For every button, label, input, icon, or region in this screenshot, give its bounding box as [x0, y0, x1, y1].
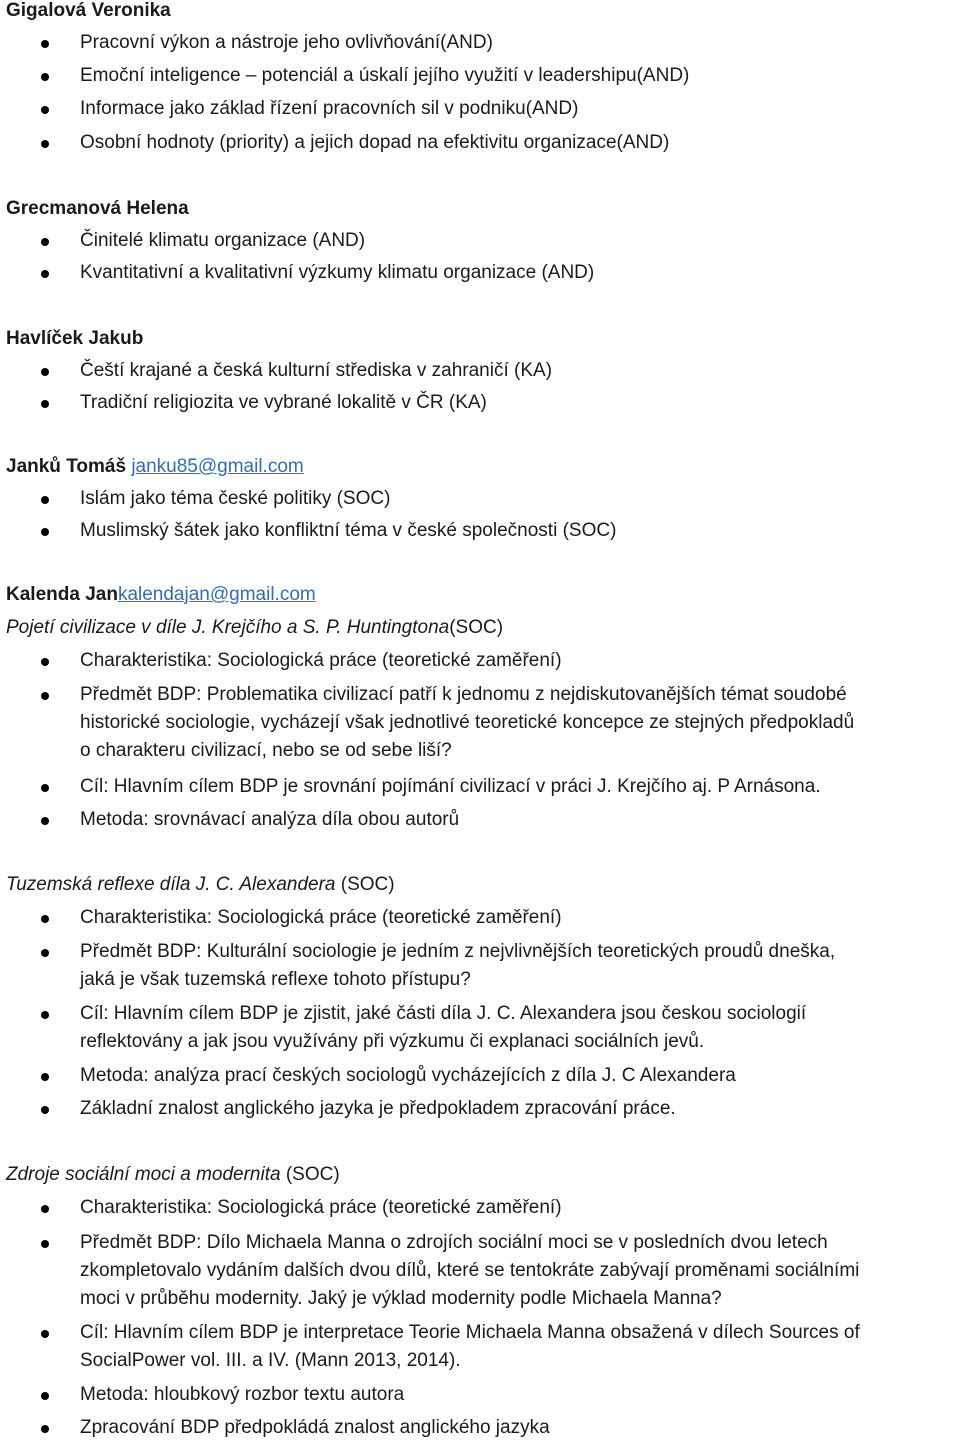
topic-item: Kvantitativní a kvalitativní výzkumy klimatu organizace (AND): [80, 262, 595, 283]
bullet-icon: [41, 73, 49, 81]
thesis-item: [80, 1194, 960, 1222]
bullet-icon: [41, 238, 49, 246]
topic-item: Pracovní výkon a nástroje jeho ovlivňování(AND): [80, 32, 493, 53]
thesis-item: [80, 1095, 960, 1123]
bullet-icon: [41, 658, 49, 666]
bullet-icon: [41, 1330, 49, 1338]
thesis-item: [80, 1062, 960, 1090]
bullet-icon: [41, 40, 49, 48]
person-name: Janků Tomáš: [6, 456, 132, 477]
thesis-item-line: Předmět BDP: Problematika civilizací patří k jednomu z nejdiskutovanějších témat soudobé: [80, 684, 847, 705]
thesis-item-line: Charakteristika: Sociologická práce (teoretické zaměření): [80, 650, 562, 671]
thesis-item-line: Metoda: hloubkový rozbor textu autora: [80, 1384, 405, 1405]
thesis-title-suffix: (SOC): [280, 1164, 340, 1185]
topic-item: Muslimský šátek jako konfliktní téma v české společnosti (SOC): [80, 520, 617, 541]
thesis-title-italic: Tuzemská reflexe díla J. C. Alexandera: [6, 874, 336, 895]
thesis-item-line: Předmět BDP: Kulturální sociologie je jedním z nejvlivnějších teoretických proudů dneška,: [80, 941, 836, 962]
bullet-icon: [41, 692, 49, 700]
bullet-icon: [41, 140, 49, 148]
bullet-icon: [41, 1011, 49, 1019]
bullet-icon: [41, 400, 49, 408]
thesis-item-line: Cíl: Hlavním cílem BDP je interpretace Teorie Michaela Manna obsažená v dílech Sources of: [80, 1322, 860, 1343]
person-name: Grecmanová Helena: [6, 198, 189, 219]
thesis-item: [80, 904, 960, 932]
email-link[interactable]: janku85@gmail.com: [131, 456, 304, 477]
thesis-item-line: Zpracování BDP předpokládá znalost anglického jazyka: [80, 1417, 550, 1438]
topic-item: Tradiční religiozita ve vybrané lokalitě v ČR (KA): [80, 392, 487, 413]
thesis-item-line: Charakteristika: Sociologická práce (teoretické zaměření): [80, 1197, 562, 1218]
bullet-icon: [41, 915, 49, 923]
bullet-icon: [41, 1073, 49, 1081]
thesis-title-suffix: (SOC): [335, 874, 395, 895]
bullet-icon: [41, 496, 49, 504]
thesis-item: [80, 1000, 960, 1056]
thesis-item-line: SocialPower vol. III. a IV. (Mann 2013, 2014).: [80, 1350, 461, 1371]
thesis-title: [6, 614, 503, 642]
thesis-item: [80, 1381, 960, 1409]
email-link[interactable]: kalendajan@gmail.com: [117, 584, 316, 605]
thesis-item: [80, 647, 960, 675]
topic-item: Informace jako základ řízení pracovních sil v podniku(AND): [80, 98, 579, 119]
thesis-item-line: Metoda: analýza prací českých sociologů vycházejících z díla J. C Alexandera: [80, 1065, 736, 1086]
topic-item: Osobní hodnoty (priority) a jejich dopad na efektivitu organizace(AND): [80, 132, 670, 153]
topic-item: Islám jako téma české politiky (SOC): [80, 488, 391, 509]
bullet-icon: [41, 817, 49, 825]
bullet-icon: [41, 1205, 49, 1213]
person-name: Gigalová Veronika: [6, 0, 171, 21]
thesis-item-line: Metoda: srovnávací analýza díla obou autorů: [80, 809, 460, 830]
thesis-title: [6, 1161, 340, 1189]
bullet-icon: [41, 368, 49, 376]
topic-item: Emoční inteligence – potenciál a úskalí jejího využití v leadershipu(AND): [80, 65, 690, 86]
thesis-item: [80, 773, 960, 801]
bullet-icon: [41, 106, 49, 114]
thesis-item-line: Charakteristika: Sociologická práce (teoretické zaměření): [80, 907, 562, 928]
bullet-icon: [41, 1240, 49, 1248]
person-name: Kalenda Jan: [6, 584, 118, 605]
thesis-item: [80, 681, 960, 765]
thesis-item-line: Cíl: Hlavním cílem BDP je srovnání pojímání civilizací v práci J. Krejčího aj. P Arnásona.: [80, 776, 821, 797]
bullet-icon: [41, 270, 49, 278]
thesis-item: [80, 1229, 960, 1313]
person-heading: [6, 581, 316, 609]
thesis-item-line: Základní znalost anglického jazyka je předpokladem zpracování práce.: [80, 1098, 676, 1119]
thesis-item-line: o charakteru civilizací, nebo se od sebe liší?: [80, 740, 452, 761]
thesis-title-italic: Pojetí civilizace v díle J. Krejčího a S. P. Huntingtona: [6, 617, 450, 638]
thesis-title: [6, 871, 395, 899]
thesis-title-italic: Zdroje sociální moci a modernita: [6, 1164, 281, 1185]
bullet-icon: [41, 1425, 49, 1433]
thesis-title-suffix: (SOC): [449, 617, 504, 638]
thesis-item-line: reflektovány a jak jsou využívány při výzkumu či explanaci sociálních jevů.: [80, 1031, 705, 1052]
thesis-item-line: Cíl: Hlavním cílem BDP je zjistit, jaké části díla J. C. Alexandera jsou českou sociologií: [80, 1003, 807, 1024]
thesis-item-line: Předmět BDP: Dílo Michaela Manna o zdrojích sociální moci se v posledních dvou letech: [80, 1232, 828, 1253]
thesis-item: [80, 1414, 960, 1442]
thesis-item-line: moci v průběhu modernity. Jaký je výklad modernity podle Michaela Manna?: [80, 1288, 722, 1309]
bullet-icon: [41, 949, 49, 957]
thesis-item-line: jaká je však tuzemská reflexe tohoto přístupu?: [80, 969, 471, 990]
thesis-item-line: historické sociologie, vycházejí však jednotlivé teoretické koncepce ze stejných předpokladů: [80, 712, 855, 733]
thesis-item: [80, 806, 960, 834]
person-name: Havlíček Jakub: [6, 328, 144, 349]
thesis-item-line: zkompletovalo vydáním dalších dvou dílů, které se tentokráte zabývají proměnami sociálními: [80, 1260, 860, 1281]
person-heading: [6, 453, 304, 481]
topic-item: Činitelé klimatu organizace (AND): [80, 230, 366, 251]
thesis-item: [80, 938, 960, 994]
topic-item: Čeští krajané a česká kulturní střediska v zahraničí (KA): [80, 360, 553, 381]
bullet-icon: [41, 1392, 49, 1400]
bullet-icon: [41, 528, 49, 536]
thesis-item: [80, 1319, 960, 1375]
bullet-icon: [41, 1106, 49, 1114]
bullet-icon: [41, 784, 49, 792]
